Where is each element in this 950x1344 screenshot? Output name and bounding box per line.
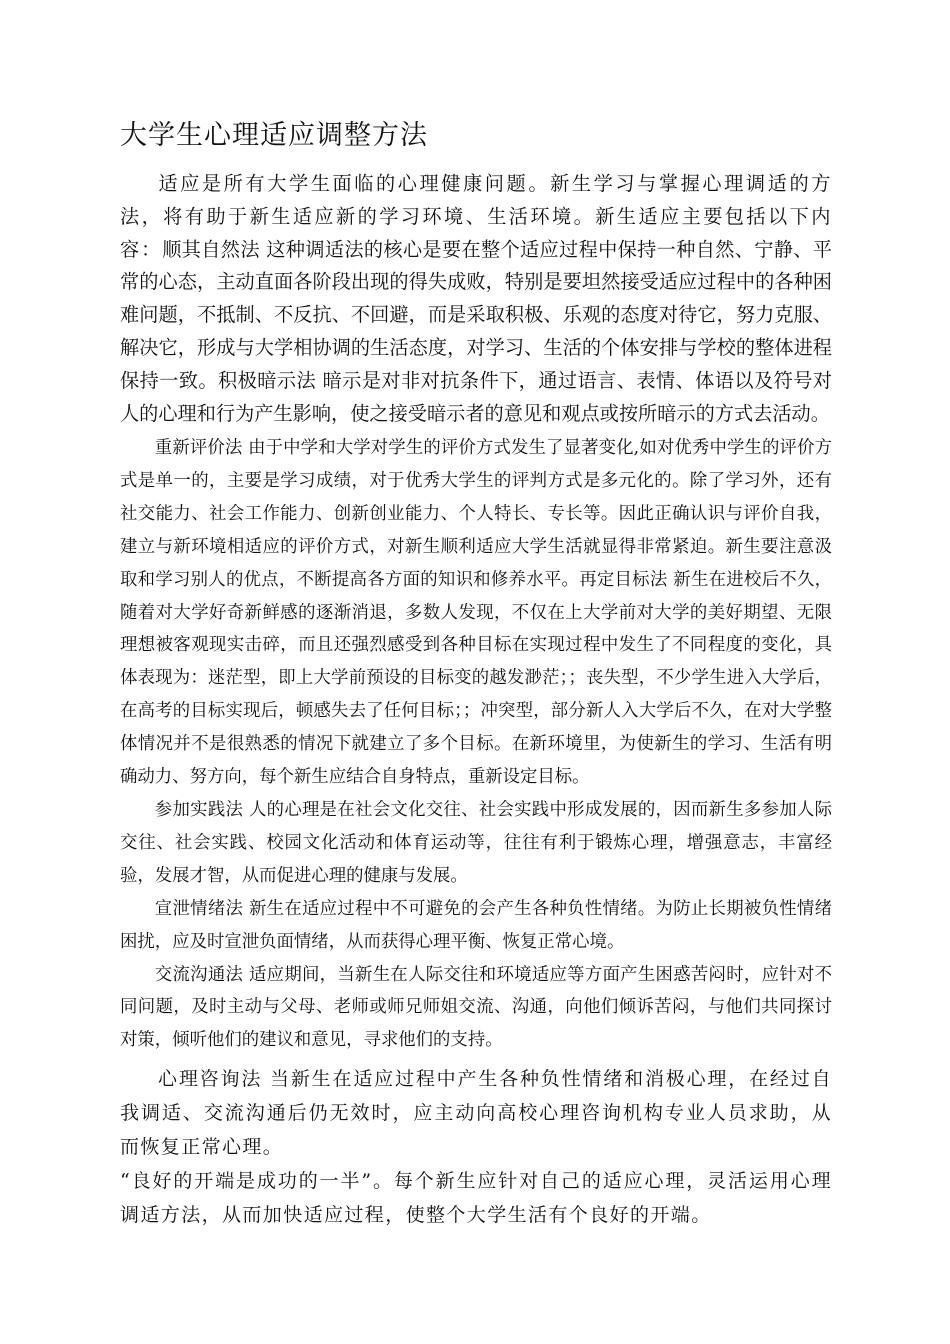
intro-section	[120, 168, 832, 430]
intro-body-text: 顺其自然法 这种调适法的核心是要在整个适应过程中保持一种自然、宁静、平常的心态，主动直面各阶段出现的得失成败，特别是要坦然接受适应过程中的各种困难问题，不抵制、不反抗、不回避，而是采取积极、乐观的态度对待它，努力克服、解决它，形成与大学相协调的生活态度，对学习、生活的个体安排与学校的整体进程保持一致。积极暗示法 暗示是对非对抗条件下，通过语言、表情、体语以及符号对人的心理和行为产生影响，使之接受暗示者的意见和观点或按所暗示的方式去活动。	[120, 237, 832, 425]
paragraph-counseling: 心理咨询法 当新生在适应过程中产生各种负性情绪和消极心理，在经过自我调适、交流沟通后仍无效时，应主动向高校心理咨询机构专业人员求助，从而恢复正常心理。	[120, 1068, 832, 1158]
paragraph-communication: 交流沟通法 适应期间，当新生在人际交往和环境适应等方面产生困惑苦闷时，应针对不同问题，及时主动与父母、老师或师兄师姐交流、沟通，向他们倾诉苦闷，与他们共同探讨对策，倾听他们的建议和意见，寻求他们的支持。	[120, 964, 832, 1051]
paragraph-reevaluation: 重新评价法 由于中学和大学对学生的评价方式发生了显著变化,如对优秀中学生的评价方式是单一的，主要是学习成绩，对于优秀大学生的评判方式是多元化的。除了学习外，还有社交能力、社会工作能力、创新创业能力、个人特长、专长等。因此正确认识与评价自我，建立与新环境相适应的评价方式，对新生顺利适应大学生活就显得非常紧迫。新生要注意汲取和学习别人的优点，不断提高各方面的知识和修养水平。再定目标法 新生在进校后不久，随着对大学好奇新鲜感的逐渐消退，多数人发现，不仅在上大学前对大学的美好期望、无限理想被客观现实击碎，而且还强烈感受到各种目标在实现过程中发生了不同程度的变化，具体表现为：迷茫型，即上大学前预设的目标变的越发渺茫；；丧失型，不少学生进入大学后，在高考的目标实现后，顿感失去了任何目标；；冲突型，部分新人入大学后不久，在对大学整体情况并不是很熟悉的情况下就建立了多个目标。在新环境里，为使新生的学习、生活有明确动力、努方向，每个新生应结合自身特点，重新设定目标。	[120, 438, 832, 788]
closing-section	[120, 1062, 832, 1232]
paragraph-closing: “良好的开端是成功的一半”。每个新生应针对自己的适应心理，灵活运用心理调适方法，从而加快适应过程，使整个大学生活有个良好的开端。	[120, 1170, 832, 1226]
paragraph-practice: 参加实践法 人的心理是在社会文化交往、社会实践中形成发展的，因而新生多参加人际交往、社会实践、校园文化活动和体育运动等，往往有利于锻炼心理，增强意志，丰富经验，发展才智，从而促进心理的健康与发展。	[120, 799, 832, 886]
methods-section	[120, 432, 832, 1057]
intro-lead-text: 适应是所有大学生面临的心理健康问题。新生学习与掌握心理调适的方法，将有助于新生适应新的学习环境、生活环境。新生适应主要包括以下内容：	[120, 172, 832, 261]
intro-paragraph	[120, 168, 832, 430]
page-title: 大学生心理适应调整方法	[120, 120, 428, 151]
paragraph-venting: 宣泄情绪法 新生在适应过程中不可避免的会产生各种负性情绪。为防止长期被负性情绪困扰，应及时宣泄负面情绪，从而获得心理平衡、恢复正常心境。	[120, 898, 832, 952]
